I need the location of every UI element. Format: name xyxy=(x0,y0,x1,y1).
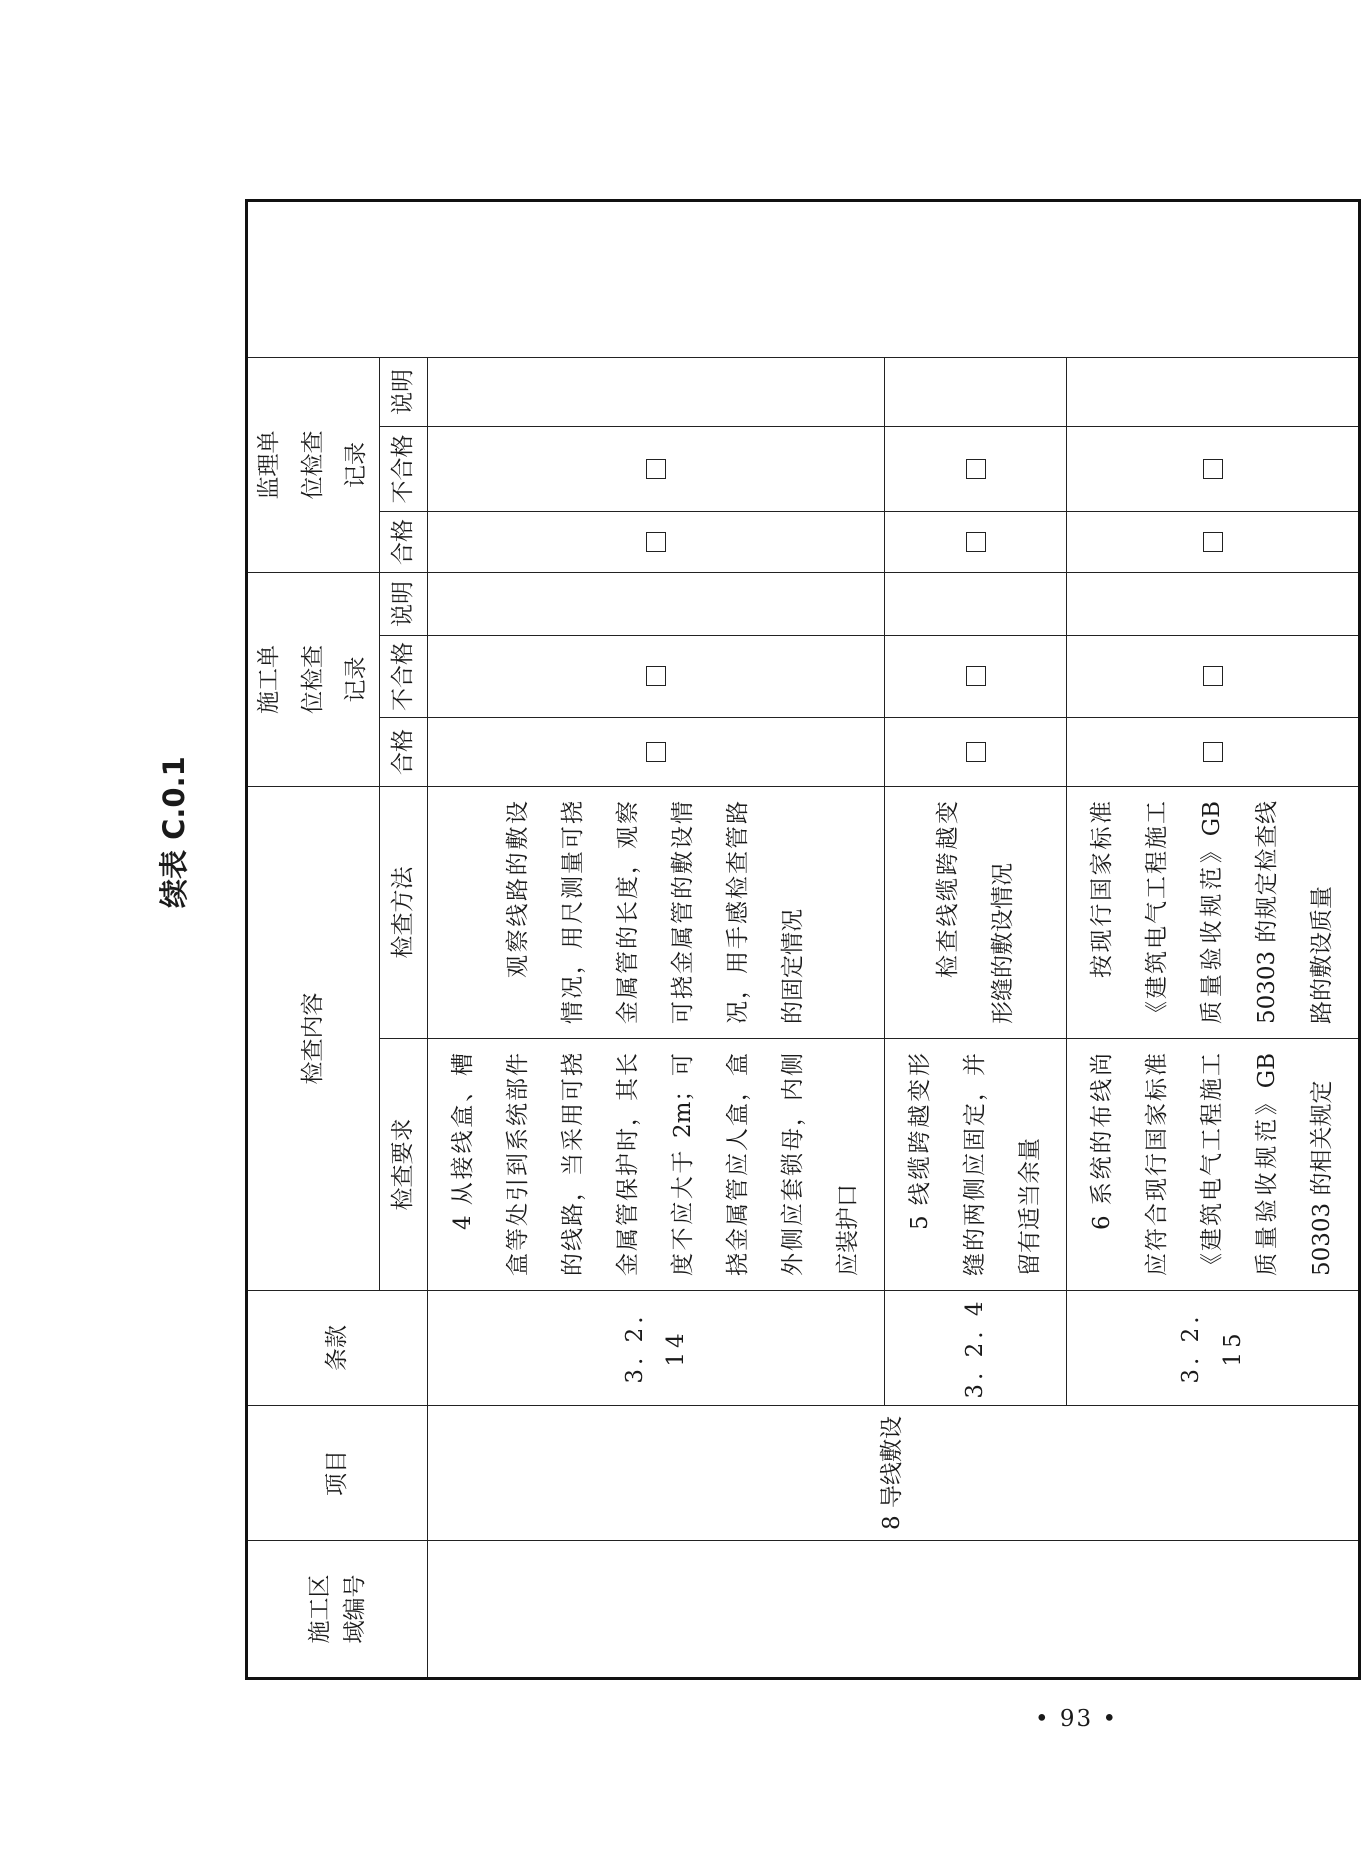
method-text: 观察线路的敷设情况，用尺测量可挠金属管的长度，观察可挠金属管的敷设情况，用手感检查管路的固定情况 xyxy=(505,801,807,1024)
header-content: 检查内容 xyxy=(247,787,380,1291)
area-code-cell xyxy=(428,1541,1360,1679)
checkbox[interactable] xyxy=(966,459,986,479)
page-number: • 93 • xyxy=(1035,1706,1119,1732)
supervisor-note-cell[interactable] xyxy=(885,357,1067,426)
header-clause: 条款 xyxy=(247,1291,428,1406)
table-title: 续表 C.0.1 xyxy=(157,756,191,908)
header-supervisor-fail: 不合格 xyxy=(380,426,428,511)
requirement-text: 4 从接线盒、槽盒等处引到系统部件的线路，当采用可挠金属管保护时，其长度不应大于 2m；可挠金属管应人盒，盒外侧应套锁母，内侧应装护口 xyxy=(450,1053,862,1276)
supervisor-pass-cell[interactable] xyxy=(428,511,885,572)
header-contractor-note: 说明 xyxy=(380,572,428,635)
table-row xyxy=(428,200,885,1678)
contractor-fail-cell[interactable] xyxy=(428,636,885,718)
checkbox[interactable] xyxy=(1203,532,1223,552)
requirement-text: 6 系统的布线尚应符合现行国家标准《建筑电气工程施工质量验收规范》GB 50303 的相关规定 xyxy=(1089,1053,1336,1276)
table-stage xyxy=(245,203,1336,1680)
checkbox[interactable] xyxy=(646,667,666,687)
requirement-cell xyxy=(885,1039,1067,1291)
header-contractor-pass: 合格 xyxy=(380,718,428,787)
checkbox[interactable] xyxy=(646,742,666,762)
contractor-pass-cell[interactable] xyxy=(428,718,885,787)
inspection-table xyxy=(245,199,1361,1680)
contractor-pass-cell[interactable] xyxy=(1067,718,1360,787)
contractor-note-cell[interactable] xyxy=(885,572,1067,635)
supervisor-note-cell[interactable] xyxy=(428,357,885,426)
checkbox[interactable] xyxy=(646,459,666,479)
header-supervisor-record: 监理单位检查记录 xyxy=(247,357,380,572)
header-item: 项目 xyxy=(247,1406,428,1541)
project-cell: 8 导线敷设 xyxy=(428,1406,1360,1541)
checkbox[interactable] xyxy=(1203,459,1223,479)
header-supervisor-note: 说明 xyxy=(380,357,428,426)
supervisor-fail-cell[interactable] xyxy=(885,426,1067,511)
checkbox[interactable] xyxy=(646,532,666,552)
method-text: 按现行国家标准《建筑电气工程施工质量验收规范》GB 50303 的规定检查线路的敷设质量 xyxy=(1089,801,1336,1024)
header-contractor-fail: 不合格 xyxy=(380,636,428,718)
header-contractor-record: 施工单位检查记录 xyxy=(247,572,380,786)
clause-value: 3. 2. 14 xyxy=(621,1312,690,1384)
checkbox[interactable] xyxy=(966,667,986,687)
requirement-cell xyxy=(1067,1039,1360,1291)
clause-cell xyxy=(885,1291,1067,1406)
header-supervisor-pass: 合格 xyxy=(380,511,428,572)
header-requirement: 检查要求 xyxy=(380,1039,428,1291)
contractor-fail-cell[interactable] xyxy=(1067,636,1360,718)
checkbox[interactable] xyxy=(966,742,986,762)
requirement-cell xyxy=(428,1039,885,1291)
clause-value: 3. 2. 15 xyxy=(1178,1312,1246,1384)
method-cell xyxy=(428,787,885,1039)
checkbox[interactable] xyxy=(966,532,986,552)
supervisor-fail-cell[interactable] xyxy=(1067,426,1360,511)
contractor-fail-cell[interactable] xyxy=(885,636,1067,718)
rotated-table-wrapper xyxy=(245,203,1336,1680)
checkbox[interactable] xyxy=(1203,667,1223,687)
supervisor-note-cell[interactable] xyxy=(1067,357,1360,426)
method-cell xyxy=(885,787,1067,1039)
clause-value: 3. 2. 4 xyxy=(961,1297,988,1399)
method-text: 检查线缆跨越变形缝的敷设情况 xyxy=(934,801,1016,1024)
clause-cell xyxy=(428,1291,885,1406)
contractor-note-cell[interactable] xyxy=(1067,572,1360,635)
contractor-note-cell[interactable] xyxy=(428,572,885,635)
contractor-pass-cell[interactable] xyxy=(885,718,1067,787)
clause-cell xyxy=(1067,1291,1360,1406)
supervisor-fail-cell[interactable] xyxy=(428,426,885,511)
supervisor-pass-cell[interactable] xyxy=(1067,511,1360,572)
header-area: 施工区域编号 xyxy=(247,1541,428,1679)
method-cell xyxy=(1067,787,1360,1039)
supervisor-pass-cell[interactable] xyxy=(885,511,1067,572)
checkbox[interactable] xyxy=(1203,742,1223,762)
header-method: 检查方法 xyxy=(380,787,428,1039)
requirement-text: 5 线缆跨越变形缝的两侧应固定，并留有适当余量 xyxy=(907,1053,1044,1276)
